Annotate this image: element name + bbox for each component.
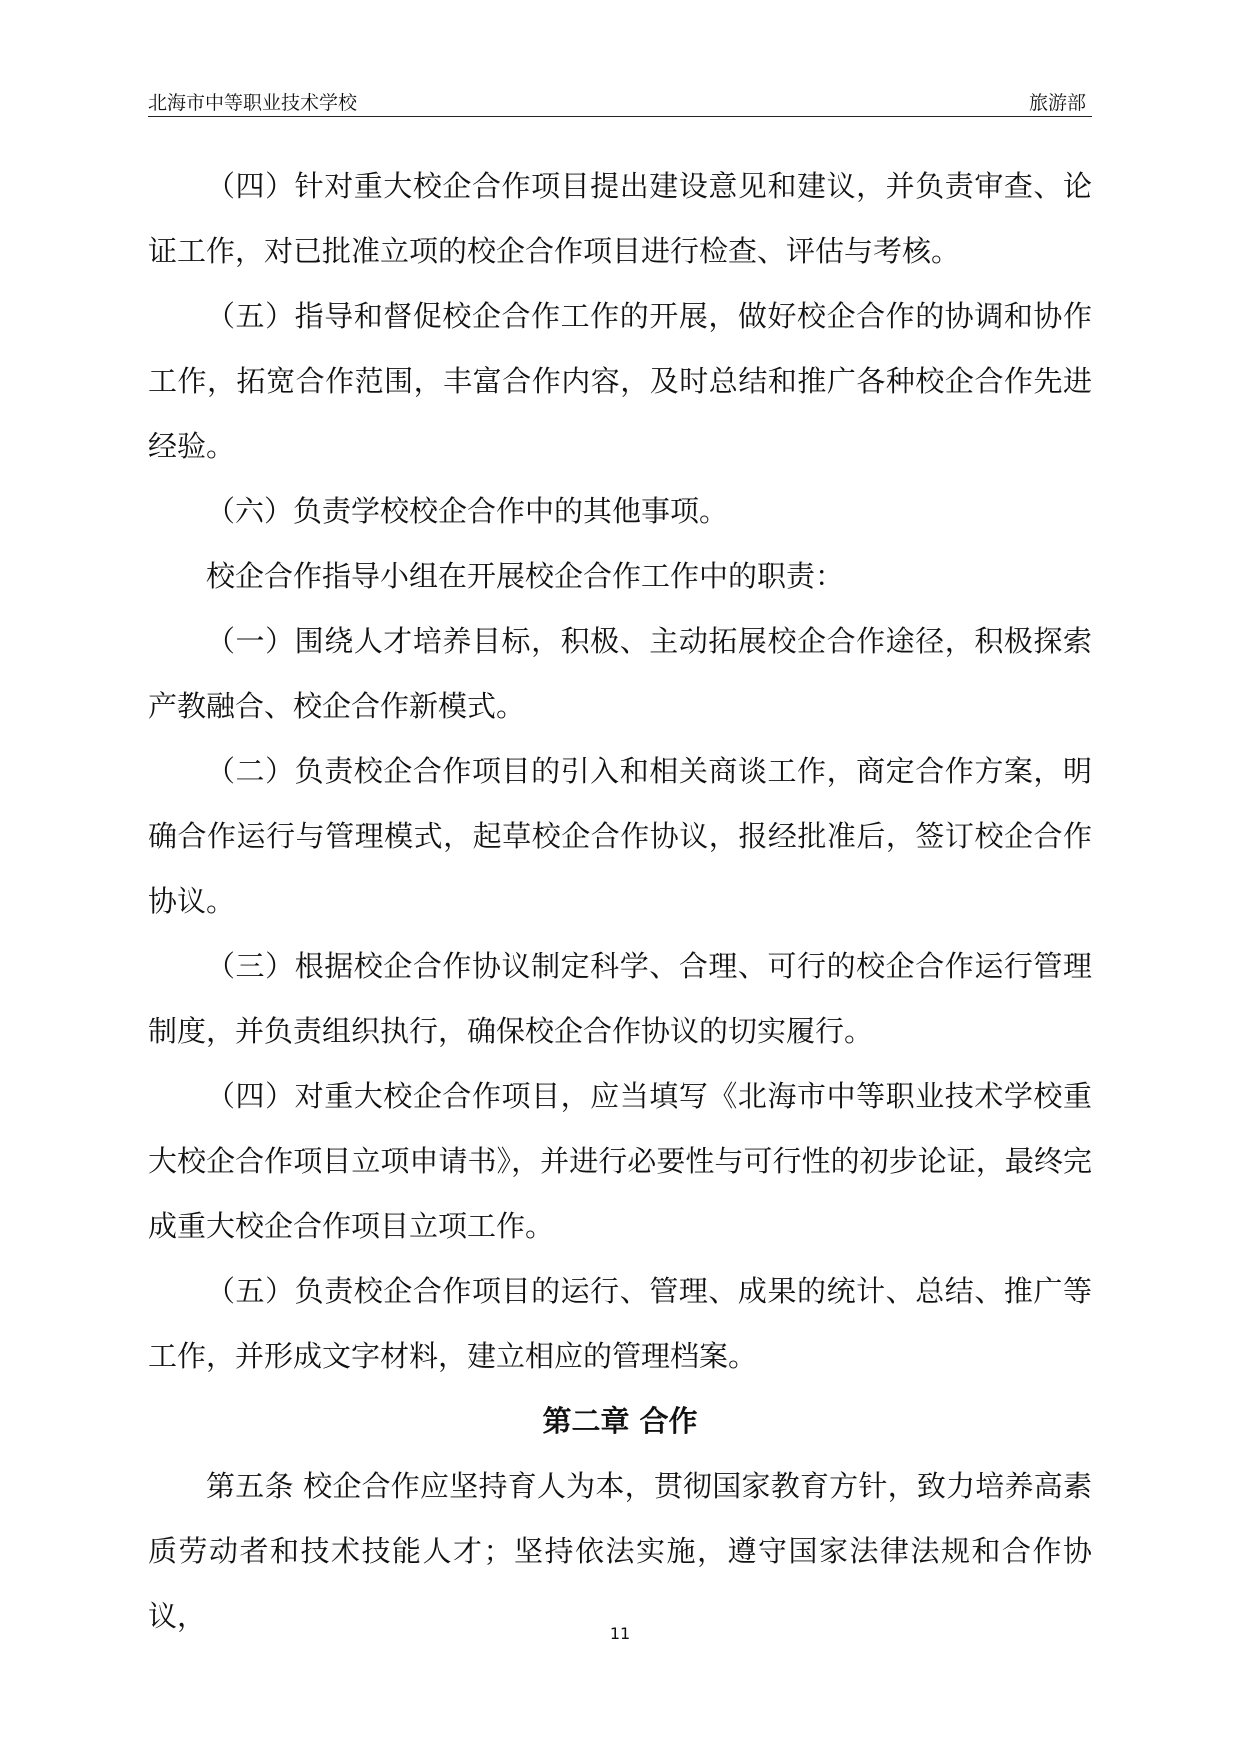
chapter-title: 第二章 合作 <box>542 1404 698 1438</box>
paragraph: （一）围绕人才培养目标，积极、主动拓展校企合作途径，积极探索产教融合、校企合作新模式。 <box>148 624 1092 723</box>
paragraph: （二）负责校企合作项目的引入和相关商谈工作，商定合作方案，明确合作运行与管理模式，起草校企合作协议，报经批准后，签订校企合作协议。 <box>148 754 1092 918</box>
paragraph: （三）根据校企合作协议制定科学、合理、可行的校企合作运行管理制度，并负责组织执行，确保校企合作协议的切实履行。 <box>148 949 1092 1048</box>
paragraph: （四）对重大校企合作项目，应当填写《北海市中等职业技术学校重大校企合作项目立项申请书》，并进行必要性与可行性的初步论证，最终完成重大校企合作项目立项工作。 <box>148 1079 1092 1243</box>
paragraph: （四）针对重大校企合作项目提出建设意见和建议，并负责审查、论证工作，对已批准立项的校企合作项目进行检查、评估与考核。 <box>148 169 1092 268</box>
article-paragraph: 第五条 校企合作应坚持育人为本，贯彻国家教育方针，致力培养高素质劳动者和技术技能人才；坚持依法实施，遵守国家法律法规和合作协议， <box>148 1469 1092 1633</box>
header-department: 旅游部 <box>1028 92 1086 114</box>
paragraph: 校企合作指导小组在开展校企合作工作中的职责： <box>206 559 845 593</box>
header-school-name: 北海市中等职业技术学校 <box>148 92 358 114</box>
paragraph: （六）负责学校校企合作中的其他事项。 <box>206 494 729 528</box>
page-header <box>148 86 1092 117</box>
paragraph: （五）负责校企合作项目的运行、管理、成果的统计、总结、推广等工作，并形成文字材料，建立相应的管理档案。 <box>148 1274 1092 1373</box>
document-body <box>148 154 1092 1649</box>
page-number: 11 <box>609 1624 631 1643</box>
paragraph: （五）指导和督促校企合作工作的开展，做好校企合作的协调和协作工作，拓宽合作范围，丰富合作内容，及时总结和推广各种校企合作先进经验。 <box>148 299 1092 463</box>
